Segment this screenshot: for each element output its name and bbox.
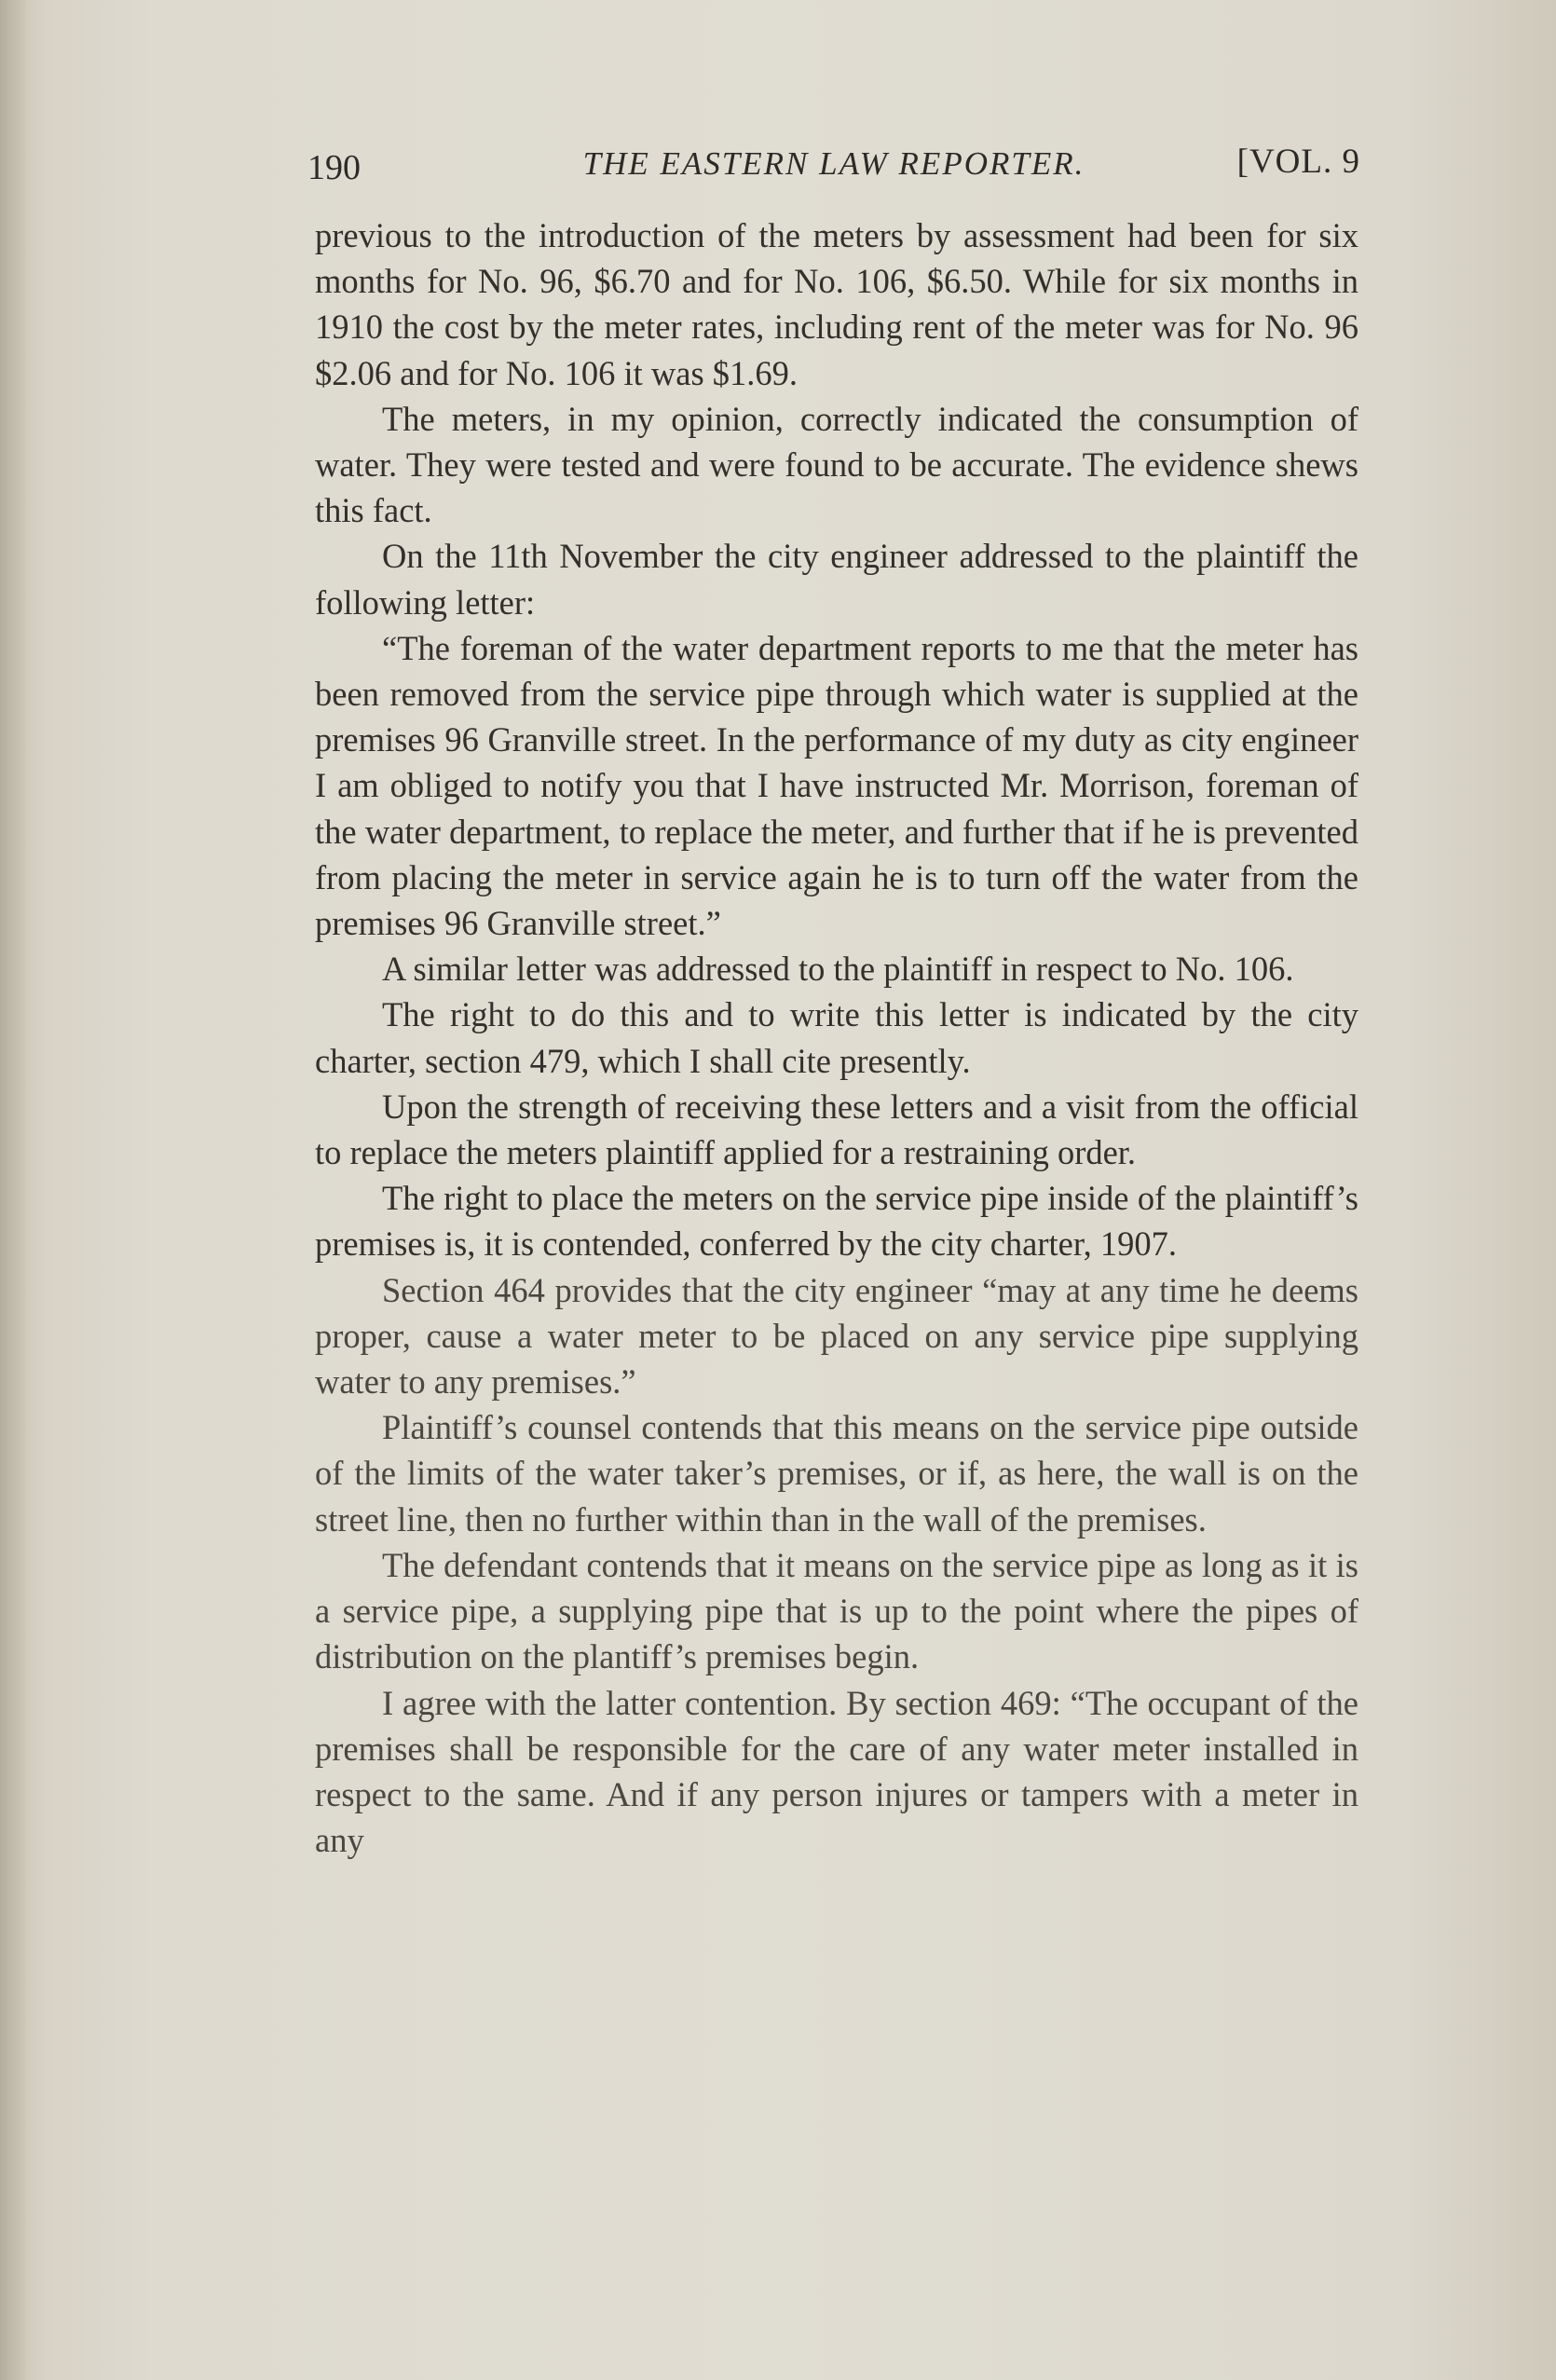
paragraph: Upon the strength of receiving these letters and a visit from the official to replace the meters plaintiff applied for a restraining order. <box>315 1087 1358 1172</box>
paragraph: A similar letter was addressed to the plaintiff in respect to No. 106. <box>382 950 1294 989</box>
paragraph: previous to the introduction of the meters by assessment had been for six months for No. 96, $6.70 and for No. 106, $6.50. While for six months in 1910 the cost by the meter rates, including rent of the meter was for No. 96 $2.06 and for No. 106 it was $1.69. <box>315 216 1358 392</box>
volume-label: [VOL. 9 <box>1236 143 1360 181</box>
paragraph: Section 464 provides that the city engineer “may at any time he deems proper, cause a water meter to be placed on any service pipe supplying water to any premises.” <box>315 1270 1358 1402</box>
paragraph: On the 11th November the city engineer addressed to the plaintiff the following letter: <box>315 537 1358 622</box>
paragraph: Plaintiff’s counsel contends that this means on the service pipe outside of the limits of the water taker’s premises, or if, as here, the wall is on the street line, then no further within than in the wall of the premises. <box>315 1408 1358 1539</box>
publication-title: THE EASTERN LAW REPORTER. <box>582 145 1085 182</box>
paragraph: The meters, in my opinion, correctly indicated the consumption of water. They were tested and were found to be accurate. The evidence shews this fact. <box>315 399 1358 530</box>
paragraph: The defendant contends that it means on the service pipe as long as it is a service pipe, a supplying pipe that is up to the point where the pipes of distribution on the plantiff’s premises begin. <box>315 1545 1358 1676</box>
body-text <box>315 212 1358 1863</box>
paragraph: The right to do this and to write this letter is indicated by the city charter, section 479, which I shall cite presently. <box>315 995 1358 1080</box>
page-binding-edge <box>0 0 26 2380</box>
page-number: 190 <box>307 148 361 187</box>
paragraph: I agree with the latter contention. By section 469: “The occupant of the premises shall be responsible for the care of any water meter installed in respect to the same. And if any person injures or tampers with a meter in any <box>315 1683 1358 1860</box>
paragraph: The right to place the meters on the service pipe inside of the plaintiff’s premises is, it is contended, conferred by the city charter, 1907. <box>315 1179 1358 1264</box>
quoted-letter: “The foreman of the water department reports to me that the meter has been removed from the service pipe through which water is supplied at the premises 96 Granville street. In the performance of my duty as city engineer I am obliged to notify you that I have instructed Mr. Morrison, foreman of the water department, to replace the meter, and further that if he is prevented from placing the meter in service again he is to turn off the water from the premises 96 Granville street.” <box>315 628 1358 943</box>
running-header <box>307 140 1360 196</box>
